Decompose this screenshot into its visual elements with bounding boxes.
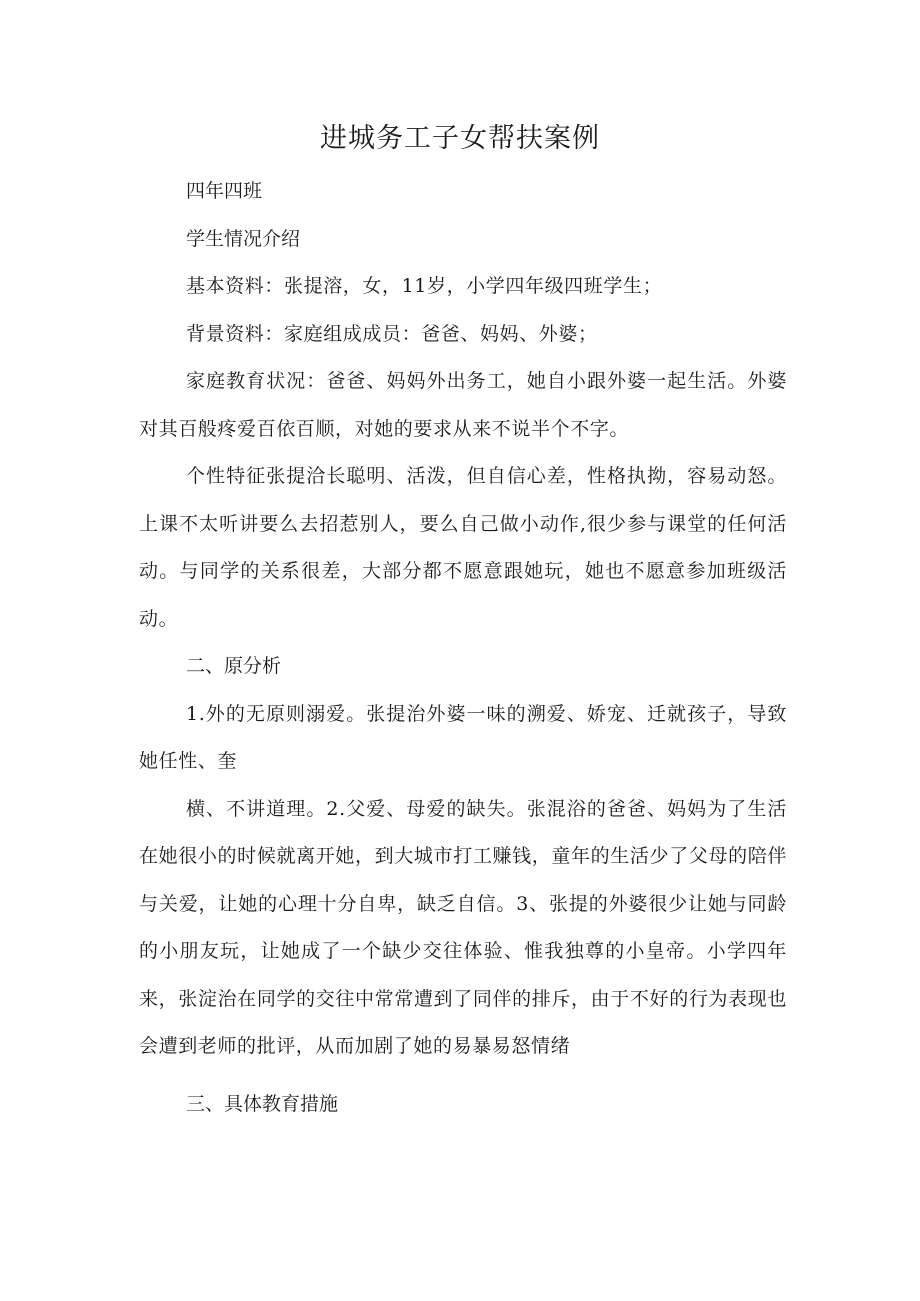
class-name: 四年四班 <box>186 180 263 202</box>
analysis-point-1: 1.外的无原则溺爱。张提治外婆一味的溯爱、娇宠、迁就孩子，导致她任性、奎 <box>139 702 787 772</box>
document-body <box>139 168 787 1128</box>
section-measures: 三、具体教育措施 <box>186 1092 339 1115</box>
family-education: 家庭教育状况：爸爸、妈妈外出务工，她自小跟外婆一起生活。外婆对其百般疼爱百依百顺，对她的要求从来不说半个不字。 <box>139 370 787 440</box>
section-analysis: 二、原分析 <box>186 655 282 677</box>
personality: 个性特征张提洽长聪明、活泼，但自信心差，性格执拗，容易动怒。上课不太听讲要么去招惹别人，要么自己做小动作,很少参与课堂的任何活动。与同学的关系很差，大部分都不愿意跟她玩，她也不愿意参加班级活动。 <box>139 465 787 630</box>
document-title: 进城务工子女帮扶案例 <box>320 123 600 154</box>
analysis-points-2-3: 横、不讲道理。2.父爱、母爱的缺失。张混浴的爸爸、妈妈为了生活在她很小的时候就离开她，到大城市打工赚钱，童年的生活少了父母的陪伴与关爱，让她的心理十分自卑，缺乏自信。3、张提的外婆很少让她与同龄的小朋友玩，让她成了一个缺少交往体验、惟我独尊的小皇帝。小学四年来，张淀治在同学的交往中常常遭到了同伴的排斥，由于不好的行为表现也会遭到老师的批评，从而加剧了她的易暴易怒情绪 <box>139 797 787 1057</box>
basic-info: 基本资料：张提溶，女，11岁，小学四年级四班学生； <box>186 275 663 297</box>
background-info: 背景资料：家庭组成成员：爸爸、妈妈、外婆； <box>186 322 598 345</box>
section-student-intro: 学生情况介绍 <box>186 227 301 250</box>
